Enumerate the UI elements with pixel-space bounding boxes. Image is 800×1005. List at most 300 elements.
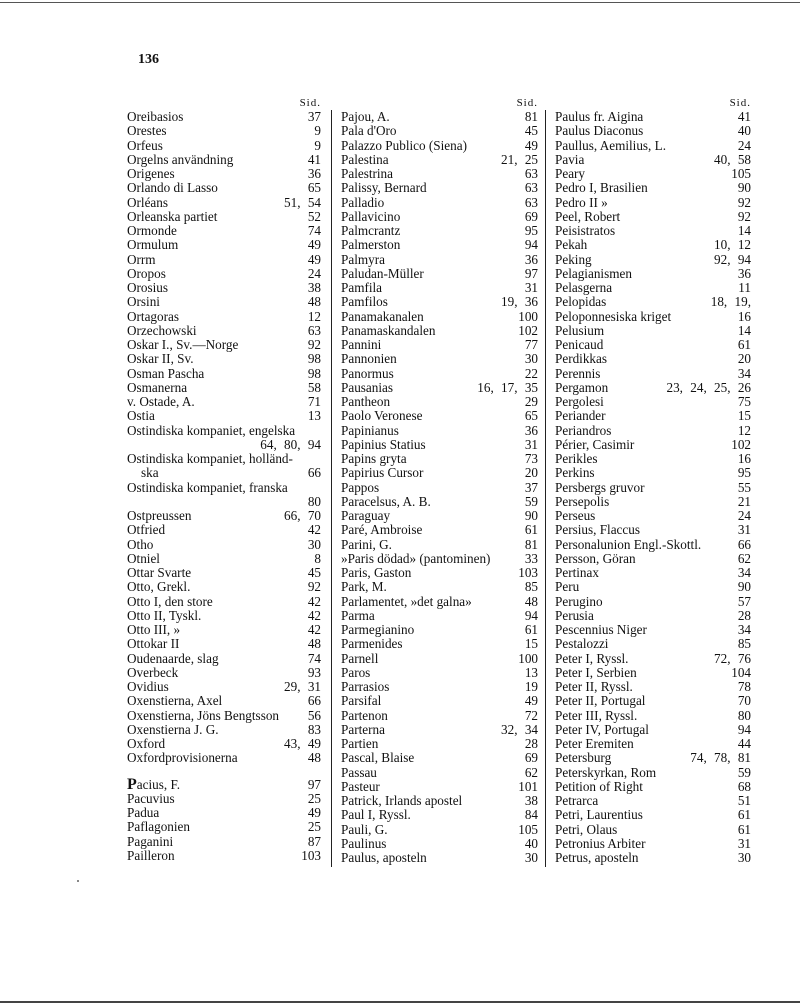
index-entry: [341, 737, 538, 751]
entry-term: Penicaud: [555, 337, 604, 352]
index-entry: [127, 238, 321, 252]
entry-term: Palissy, Bernard: [341, 180, 427, 196]
entry-term: Pantheon: [341, 394, 391, 409]
entry-term: Pergamon: [555, 379, 609, 395]
entry-pages: 94: [524, 607, 538, 623]
entry-term: Passau: [341, 764, 377, 780]
index-entry: [341, 694, 538, 708]
entry-term: Pascal, Blaise: [341, 750, 415, 766]
entry-term: Peter I, Ryssl.: [555, 650, 629, 666]
entry-term: Orlando di Lasso: [127, 180, 218, 196]
entry-pages: 16, 17, 35: [477, 379, 538, 395]
entry-term: Perusia: [555, 607, 594, 623]
index-entry: [555, 595, 751, 609]
index-entry: [127, 666, 321, 680]
index-entry: [341, 181, 538, 195]
entry-pages: 95: [524, 223, 538, 238]
index-entry: [127, 124, 321, 138]
index-entry: [127, 466, 321, 480]
entry-pages: 104: [731, 664, 751, 680]
index-entry: [555, 780, 751, 794]
entry-term: Overbeck: [127, 664, 179, 680]
index-entry: [555, 395, 751, 409]
entry-pages: 31: [737, 835, 751, 851]
index-entry: [341, 851, 538, 865]
entry-pages: 66: [307, 693, 321, 709]
column-header-sid: Sid.: [729, 97, 751, 109]
entry-pages: 22: [524, 365, 538, 381]
entry-pages: 18, 19,: [710, 294, 751, 310]
entry-term: Panormus: [341, 365, 394, 381]
entry-term: Orestes: [127, 123, 167, 139]
entry-term: Persepolis: [555, 493, 610, 509]
index-entry: [555, 324, 751, 338]
entry-pages: 94: [737, 721, 751, 737]
index-entry: [555, 352, 751, 366]
entry-term: Pallavicino: [341, 208, 401, 224]
entry-pages: 21: [737, 493, 751, 509]
entry-term: Patrick, Irlands apostel: [341, 793, 463, 808]
index-entry: [555, 737, 751, 751]
entry-pages: 66, 70: [284, 508, 321, 523]
entry-pages: 32, 34: [501, 721, 538, 737]
entry-pages: 15: [737, 408, 751, 424]
entry-term: Pescennius Niger: [555, 622, 647, 637]
entry-pages: 14: [737, 322, 751, 338]
entry-pages: 51, 54: [284, 194, 321, 210]
entry-pages: 52: [307, 208, 321, 224]
index-entry: [341, 381, 538, 395]
entry-pages: 62: [524, 764, 538, 780]
index-entry: [341, 595, 538, 609]
entry-term: Ottokar II: [127, 636, 180, 652]
entry-pages: 30: [524, 351, 538, 367]
entry-term: Petrarca: [555, 793, 599, 808]
entry-term: Peter I, Serbien: [555, 664, 637, 680]
entry-pages: 49: [307, 237, 321, 253]
index-entry: [555, 837, 751, 851]
entry-pages: 72, 76: [714, 650, 751, 666]
index-entry: [341, 609, 538, 623]
index-entry: [341, 637, 538, 651]
index-entry: [341, 709, 538, 723]
entry-pages: 49: [307, 805, 321, 820]
entry-pages: 36: [737, 265, 751, 281]
entry-pages: 30: [524, 850, 538, 865]
entry-pages: 49: [524, 137, 538, 153]
entry-pages: 36: [524, 251, 538, 267]
entry-term: Perkins: [555, 465, 595, 481]
entry-term: Pelusium: [555, 322, 605, 338]
entry-term: Ostpreussen: [127, 508, 192, 523]
entry-pages: 36: [524, 422, 538, 438]
index-entry: [127, 281, 321, 295]
entry-term: Orfeus: [127, 137, 163, 153]
entry-pages: 40: [524, 835, 538, 851]
entry-pages: 20: [737, 351, 751, 367]
index-entry: [555, 139, 751, 153]
entry-term: Peary: [555, 166, 586, 181]
index-entry: [341, 196, 538, 210]
index-entry: [555, 338, 751, 352]
index-entry: [127, 295, 321, 309]
index-entry: [341, 110, 538, 124]
entry-pages: 8: [314, 550, 321, 566]
entry-term: Pajou, A.: [341, 109, 390, 124]
entry-term: Otto I, den store: [127, 593, 213, 609]
entry-term: Partien: [341, 736, 379, 751]
entry-pages: 10, 12: [714, 237, 751, 253]
column-header-sid: Sid.: [516, 97, 538, 109]
entry-term: Osmanerna: [127, 379, 188, 395]
entry-pages: 73: [524, 451, 538, 466]
index-entry: [555, 851, 751, 865]
entry-term: Otfried: [127, 522, 166, 538]
entry-term: Parsifal: [341, 693, 382, 709]
entry-pages: 68: [737, 778, 751, 794]
entry-term: Pasteur: [341, 778, 380, 794]
entry-pages: 100: [518, 650, 538, 666]
entry-pages: 36: [307, 166, 321, 181]
entry-term: Origenes: [127, 166, 175, 181]
index-entry: [341, 751, 538, 765]
entry-pages: 25: [307, 790, 321, 806]
index-entry: [127, 552, 321, 566]
entry-pages: 37: [307, 109, 321, 124]
entry-term: ska: [141, 465, 159, 481]
index-entry: [341, 452, 538, 466]
index-entry: [127, 210, 321, 224]
index-entry: [341, 253, 538, 267]
index-entry: [555, 367, 751, 381]
entry-pages: 38: [307, 280, 321, 295]
entry-pages: 85: [737, 636, 751, 652]
entry-term: Ostindiska kompaniet, engelska: [127, 422, 296, 438]
entry-term: Peloponnesiska kriget: [555, 308, 672, 324]
index-entry: [127, 139, 321, 153]
index-entry: [341, 837, 538, 851]
entry-pages: 59: [737, 764, 751, 780]
index-entry: [555, 466, 751, 480]
index-entry: [555, 766, 751, 780]
index-entry: [127, 481, 321, 495]
entry-term: Persbergs gruvor: [555, 479, 645, 495]
entry-pages: 16: [737, 451, 751, 466]
entry-term: Papinianus: [341, 422, 399, 438]
entry-pages: 43, 49: [284, 736, 321, 751]
entry-pages: 48: [524, 593, 538, 609]
index-entry: [555, 224, 751, 238]
entry-term: Petronius Arbiter: [555, 835, 646, 851]
entry-term: Orosius: [127, 280, 169, 295]
index-entry: [127, 495, 321, 509]
index-entry: [555, 124, 751, 138]
entry-pages: 12: [307, 308, 321, 324]
entry-term: Parmenides: [341, 636, 403, 652]
index-entry: [127, 637, 321, 651]
entry-term: Oreibasios: [127, 109, 184, 124]
index-entry: [555, 723, 751, 737]
entry-pages: 13: [524, 664, 538, 680]
entry-term: Otto, Grekl.: [127, 579, 191, 595]
entry-pages: 31: [737, 522, 751, 538]
entry-term: Pergolesi: [555, 394, 604, 409]
entry-term: Paris, Gaston: [341, 565, 412, 580]
index-entry: [127, 709, 321, 723]
entry-pages: 41: [737, 109, 751, 124]
entry-pages: 103: [518, 565, 538, 580]
entry-pages: 83: [307, 721, 321, 737]
entry-pages: 29, 31: [284, 679, 321, 694]
index-entry: [341, 538, 538, 552]
entry-term: Palladio: [341, 194, 385, 210]
entry-term: Padua: [127, 805, 160, 820]
entry-term: Paludan-Müller: [341, 265, 424, 281]
entry-term: Parrasios: [341, 679, 390, 694]
index-entry: [341, 766, 538, 780]
index-entry: [127, 680, 321, 694]
entry-term: v. Ostade, A.: [127, 394, 195, 409]
entry-term: Oskar II, Sv.: [127, 351, 194, 367]
entry-term: Orgelns användning: [127, 151, 234, 167]
entry-term: Paros: [341, 664, 371, 680]
index-entry: [555, 153, 751, 167]
entry-pages: 62: [737, 550, 751, 566]
entry-term: Partenon: [341, 707, 388, 723]
entry-pages: 93: [307, 664, 321, 680]
index-entry: [341, 324, 538, 338]
index-entry: [341, 794, 538, 808]
entry-pages: 97: [524, 265, 538, 281]
index-entry: [341, 680, 538, 694]
entry-pages: 95: [737, 465, 751, 481]
index-entry: [555, 609, 751, 623]
entry-pages: 57: [737, 593, 751, 609]
entry-term: Persson, Göran: [555, 550, 636, 566]
entry-term: Orzechowski: [127, 322, 197, 338]
entry-pages: 105: [518, 821, 538, 837]
entry-term: Pavia: [555, 151, 585, 167]
entry-pages: 42: [307, 522, 321, 538]
index-entry: [555, 666, 751, 680]
entry-term: Pannini: [341, 337, 382, 352]
index-entry: [341, 481, 538, 495]
entry-term: Parmegianino: [341, 622, 415, 637]
entry-pages: 63: [524, 180, 538, 196]
index-entry: [127, 153, 321, 167]
entry-pages: 51: [737, 793, 751, 808]
index-entry: [555, 709, 751, 723]
entry-pages: 42: [307, 622, 321, 637]
entry-term: Perikles: [555, 451, 598, 466]
entry-pages: 28: [524, 736, 538, 751]
index-entry: [127, 424, 321, 438]
entry-pages: 90: [737, 579, 751, 595]
entry-pages: 19: [524, 679, 538, 694]
index-entry: [127, 181, 321, 195]
entry-pages: 84: [524, 807, 538, 823]
index-entry: [341, 466, 538, 480]
entry-term: Panamaskandalen: [341, 322, 436, 338]
entry-pages: 42: [307, 607, 321, 623]
index-entry: [127, 267, 321, 281]
index-entry: [555, 794, 751, 808]
index-entry: [127, 566, 321, 580]
entry-pages: 55: [737, 479, 751, 495]
page-number: 136: [138, 52, 159, 67]
entry-pages: 103: [301, 847, 321, 863]
index-entry: [341, 210, 538, 224]
entry-term: Paulus Diaconus: [555, 123, 644, 139]
index-entry: [127, 509, 321, 523]
entry-pages: 31: [524, 280, 538, 295]
entry-term: Periandros: [555, 422, 612, 438]
entry-term: Petrus, aposteln: [555, 850, 639, 865]
entry-term: Ostia: [127, 408, 155, 424]
entry-pages: 80: [737, 707, 751, 723]
entry-term: Petri, Laurentius: [555, 807, 643, 823]
entry-term: Ortagoras: [127, 308, 179, 324]
index-entry: [127, 310, 321, 324]
entry-term: Otho: [127, 536, 154, 552]
index-entry: [341, 652, 538, 666]
entry-pages: 31: [524, 436, 538, 452]
scan-speck: [77, 880, 79, 882]
index-entry: [555, 552, 751, 566]
entry-term: Peter II, Ryssl.: [555, 679, 633, 694]
entry-pages: 61: [737, 821, 751, 837]
entry-pages: 98: [307, 351, 321, 367]
column-divider: [331, 110, 332, 867]
entry-term: Palmerston: [341, 237, 401, 253]
entry-term: Parterna: [341, 721, 385, 737]
index-entry: [127, 381, 321, 395]
index-entry: [127, 723, 321, 737]
entry-pages: 98: [307, 365, 321, 381]
index-entry: [555, 295, 751, 309]
index-entry: [341, 580, 538, 594]
entry-pages: 48: [307, 636, 321, 652]
index-entry: [341, 238, 538, 252]
index-entry: [555, 652, 751, 666]
entry-term: Paganini: [127, 833, 174, 849]
index-entry: [555, 110, 751, 124]
index-entry: [127, 737, 321, 751]
entry-pages: 63: [524, 166, 538, 181]
entry-pages: 61: [737, 807, 751, 823]
entry-term: Parnell: [341, 650, 379, 666]
index-entry: [341, 124, 538, 138]
entry-pages: 97: [307, 776, 321, 792]
entry-pages: 69: [524, 750, 538, 766]
entry-term: Peru: [555, 579, 580, 595]
section-gap: [127, 766, 321, 778]
entry-pages: 15: [524, 636, 538, 652]
entry-pages: 45: [524, 123, 538, 139]
index-entry: [341, 723, 538, 737]
entry-pages: 61: [524, 522, 538, 538]
entry-pages: 33: [524, 550, 538, 566]
entry-term: Pappos: [341, 479, 380, 495]
index-entry: [555, 210, 751, 224]
entry-term: Parini, G.: [341, 536, 392, 552]
index-entry: [341, 808, 538, 822]
entry-pages: 44: [737, 736, 751, 751]
index-entry: [341, 295, 538, 309]
entry-term: Paullus, Aemilius, L.: [555, 137, 666, 153]
entry-pages: 45: [307, 565, 321, 580]
entry-pages: 94: [524, 237, 538, 253]
entry-pages: 48: [307, 750, 321, 766]
index-entry: [127, 523, 321, 537]
entry-term: Orsini: [127, 294, 160, 310]
entry-term: Oxford: [127, 736, 166, 751]
entry-term: Orléans: [127, 194, 169, 210]
index-entry: [127, 352, 321, 366]
index-entry: [127, 438, 321, 452]
index-entry: [555, 823, 751, 837]
entry-pages: 90: [524, 508, 538, 523]
index-entry: [341, 395, 538, 409]
index-entry: [341, 139, 538, 153]
index-entry: [555, 481, 751, 495]
entry-pages: 11: [738, 280, 751, 295]
entry-pages: 25: [307, 819, 321, 835]
index-entry: [127, 395, 321, 409]
entry-term: Pamfilos: [341, 294, 388, 310]
entry-term: Pelagianismen: [555, 265, 632, 281]
entry-pages: 71: [307, 394, 321, 409]
index-entry: [341, 267, 538, 281]
entry-term: Ostindiska kompaniet, franska: [127, 479, 288, 495]
index-entry: [555, 637, 751, 651]
entry-pages: 49: [307, 251, 321, 267]
entry-term: Oudenaarde, slag: [127, 650, 219, 666]
entry-pages: 69: [524, 208, 538, 224]
index-entry: [555, 623, 751, 637]
entry-term: Paolo Veronese: [341, 408, 423, 424]
entry-pages: 13: [307, 408, 321, 424]
entry-pages: 34: [737, 365, 751, 381]
entry-term: Oxenstierna J. G.: [127, 721, 219, 737]
index-entry: [341, 780, 538, 794]
entry-term: Paulinus: [341, 835, 387, 851]
entry-term: Paraguay: [341, 508, 391, 523]
index-entry: [341, 495, 538, 509]
entry-term: Periander: [555, 408, 606, 424]
index-entry: [555, 167, 751, 181]
entry-pages: 92: [307, 579, 321, 595]
entry-term: Perennis: [555, 365, 601, 381]
entry-term: Ormulum: [127, 237, 179, 253]
entry-term: Perseus: [555, 508, 596, 523]
entry-pages: 9: [314, 123, 321, 139]
index-entry: [555, 538, 751, 552]
entry-pages: 19, 36: [501, 294, 538, 310]
entry-pages: 102: [518, 322, 538, 338]
entry-term: Otto II, Tyskl.: [127, 607, 202, 623]
index-entry: [341, 509, 538, 523]
entry-pages: 24: [737, 137, 751, 153]
index-entry: [341, 666, 538, 680]
entry-pages: 92, 94: [714, 251, 751, 267]
entry-term: Oxenstierna, Jöns Bengtsson: [127, 707, 280, 723]
index-entry: [555, 253, 751, 267]
entry-term: Personalunion Engl.-Skottl.: [555, 536, 702, 552]
entry-term: Persius, Flaccus: [555, 522, 640, 538]
entry-pages: 37: [524, 479, 538, 495]
entry-term: Peisistratos: [555, 223, 616, 238]
